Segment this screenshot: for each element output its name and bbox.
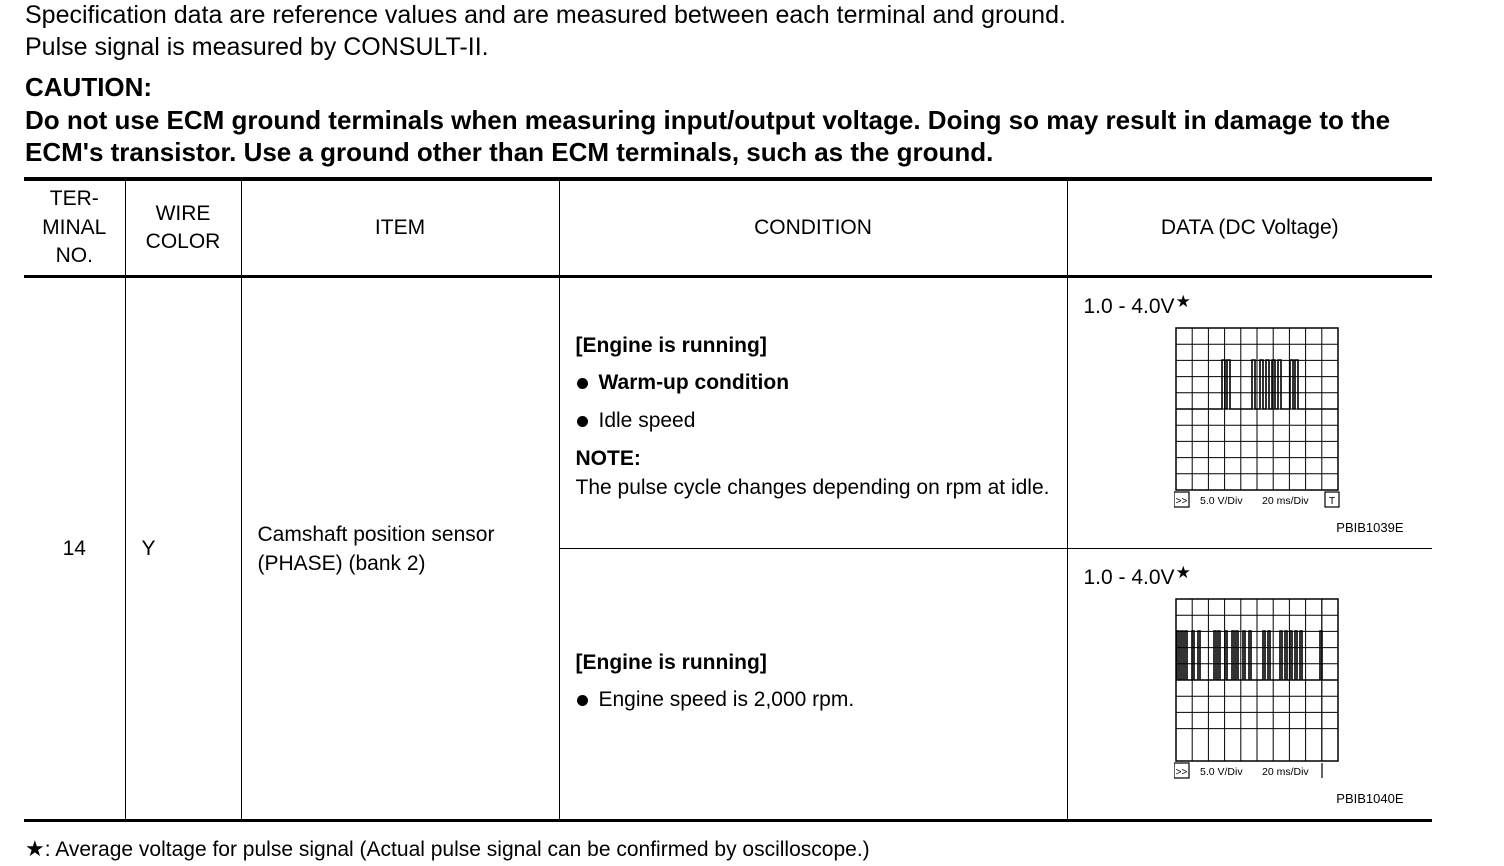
oscilloscope-waveform-1: [1174, 326, 1340, 510]
intro-line-2: Pulse signal is measured by CONSULT-II.: [25, 33, 489, 61]
scope-status-bar: [1174, 492, 1339, 507]
header-terminal: [24, 179, 125, 277]
condition-head: [Engine is running]: [575, 333, 767, 357]
condition-cell-2: [559, 549, 1067, 821]
scope-trigger: T: [1328, 496, 1335, 507]
star-icon: ★: [1175, 563, 1191, 582]
condition-bullet: Warm-up condition: [576, 368, 1055, 397]
table-row: [24, 277, 1432, 549]
figure-id: PBIB1040E: [1336, 791, 1404, 806]
caution-title: CAUTION:: [25, 72, 153, 102]
star-icon: ★: [1175, 292, 1191, 311]
header-wire-color: [125, 179, 241, 277]
data-cell-1: [1067, 277, 1432, 549]
item-cell: [241, 277, 559, 821]
intro-line-1: Specification data are reference values and are measured between each terminal and ground.: [25, 1, 1066, 29]
header-terminal-line: TER-: [49, 187, 99, 211]
footnote-text: : Average voltage for pulse signal (Actual pulse signal can be confirmed by oscilloscope.): [44, 838, 870, 861]
scope-status-bar: [1174, 763, 1322, 778]
header-condition: CONDITION: [559, 179, 1067, 277]
condition-bullet: Engine speed is 2,000 rpm.: [576, 685, 1055, 714]
terminal-number: 14: [24, 277, 125, 821]
star-icon: ★: [25, 836, 45, 861]
header-wire-line: COLOR: [145, 230, 221, 253]
scope-time-div: 20 ms/Div: [1261, 495, 1309, 507]
scope-arrow: >>: [1175, 767, 1187, 778]
header-wire-line: WIRE: [155, 201, 211, 225]
header-terminal-line: NO.: [55, 244, 93, 268]
condition-head: [Engine is running]: [575, 650, 767, 674]
voltage-value: [1084, 292, 1191, 319]
header-terminal-line: MINAL: [42, 215, 107, 239]
item-line: (PHASE) (bank 2): [257, 551, 426, 575]
note-heading: NOTE:: [575, 446, 641, 470]
data-cell-2: [1067, 549, 1432, 821]
header-data: DATA (DC Voltage): [1067, 179, 1432, 277]
condition-cell-1: [559, 277, 1067, 549]
voltage-text: 1.0 - 4.0V: [1083, 566, 1175, 589]
scope-time-div: 20 ms/Div: [1261, 766, 1309, 778]
note-text: The pulse cycle changes depending on rpm at idle.: [575, 475, 1050, 499]
header-item: ITEM: [241, 179, 559, 277]
footnote: [25, 836, 870, 862]
oscilloscope-waveform-2: [1174, 597, 1340, 781]
scope-volt-div: 5.0 V/Div: [1199, 766, 1243, 778]
item-line: Camshaft position sensor: [257, 522, 495, 546]
condition-bullet: Idle speed: [576, 406, 1055, 435]
caution-text: Do not use ECM ground terminals when measuring input/output voltage. Doing so may result in damage to the ECM's transistor. Use a ground other than ECM terminals, such as the ground.: [25, 105, 1391, 167]
scope-volt-div: 5.0 V/Div: [1199, 495, 1243, 507]
wire-color: Y: [125, 277, 241, 821]
table-header-row: [24, 179, 1432, 277]
voltage-text: 1.0 - 4.0V: [1083, 295, 1175, 318]
figure-id: PBIB1039E: [1336, 520, 1404, 535]
scope-arrow: >>: [1175, 496, 1187, 507]
voltage-value: [1084, 563, 1191, 590]
spec-table: [24, 177, 1432, 822]
